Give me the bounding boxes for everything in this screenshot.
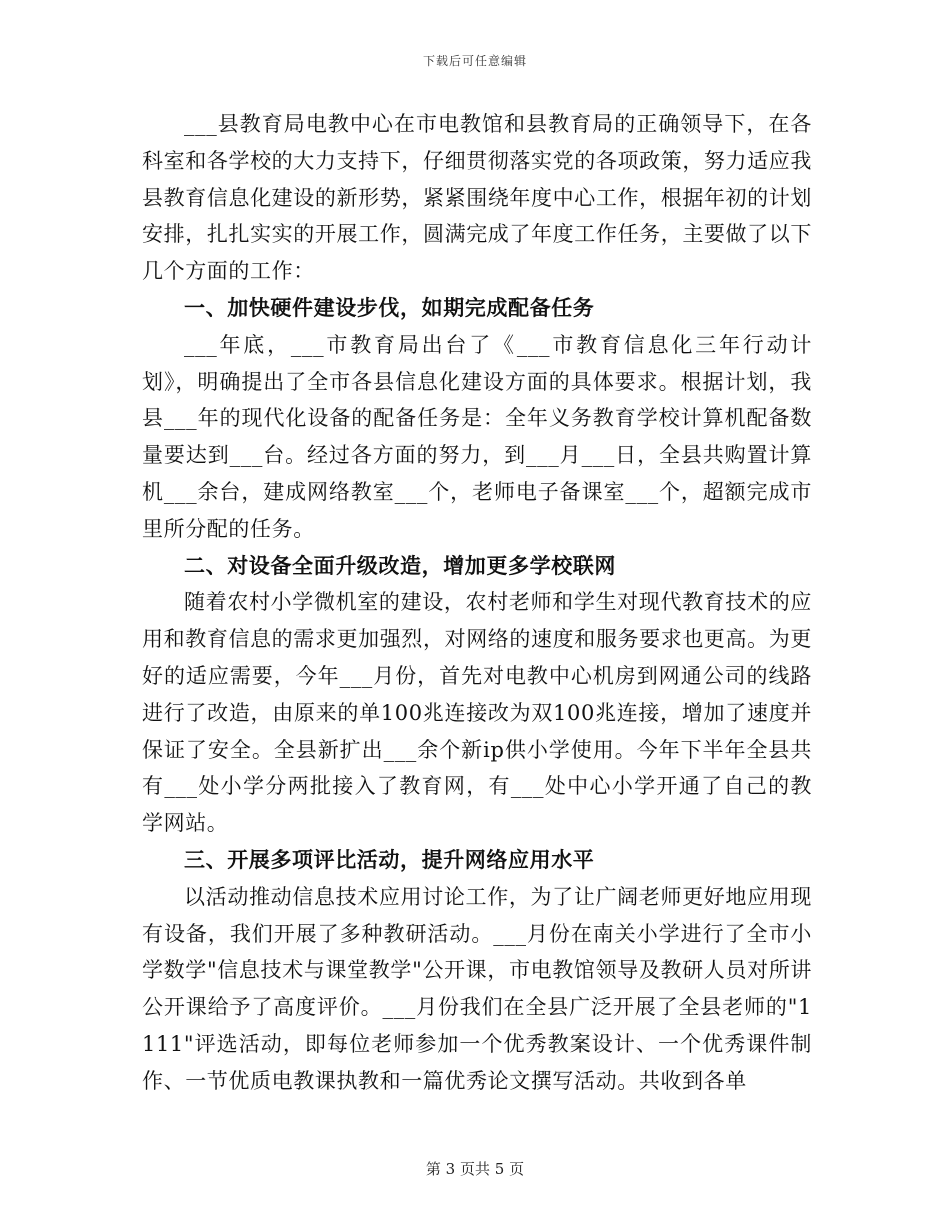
section-3-paragraph: 以活动推动信息技术应用讨论工作，为了让广阔老师更好地应用现有设备，我们开展了多种教研活动。___月份在南关小学进行了全市小学数学"信息技术与课堂教学"公开课，市电教馆领导及教研人员对所讲公开课给予了高度评价。___月份我们在全县广泛开展了全县老师的"1111"评选活动，即每位老师参加一个优秀教案设计、一个优秀课件制作、一节优质电教课执教和一篇优秀论文撰写活动。共收到各单 [142, 884, 812, 1093]
section-2-heading: 二、对设备全面升级改造，增加更多学校联网 [184, 552, 616, 578]
section-1-paragraph: ___年底，___市教育局出台了《___市教育信息化三年行动计划》，明确提出了全市各县信息化建设方面的具体要求。根据计划，我县___年的现代化设备的配备任务是：全年义务教育学校计算机配备数量要达到___台。经过各方面的努力，到___月___日，全县共购置计算机___余台，建成网络教室___个，老师电子备课室___个，超额完成市里所分配的任务。 [142, 332, 812, 541]
document-body [142, 106, 812, 1100]
section-1-heading: 一、加快硬件建设步伐，如期完成配备任务 [184, 294, 595, 320]
section-2-paragraph: 随着农村小学微机室的建设，农村老师和学生对现代教育技术的应用和教育信息的需求更加强烈，对网络的速度和服务要求也更高。为更好的适应需要，今年___月份，首先对电教中心机房到网通公司的线路进行了改造，由原来的单100兆连接改为双100兆连接，增加了速度并保证了安全。全县新扩出___余个新ip供小学使用。今年下半年全县共有___处小学分两批接入了教育网，有___处中心小学开通了自己的教学网站。 [142, 590, 812, 836]
page-header: 下载后可任意编辑 [422, 54, 527, 68]
section-3-heading: 三、开展多项评比活动，提升网络应用水平 [184, 846, 595, 872]
page-number: 第 3 页共 5 页 [425, 1160, 525, 1178]
intro-paragraph: ___县教育局电教中心在市电教馆和县教育局的正确领导下，在各科室和各学校的大力支持下，仔细贯彻落实党的各项政策，努力适应我县教育信息化建设的新形势，紧紧围绕年度中心工作，根据年初的计划安排，扎扎实实的开展工作，圆满完成了年度工作任务，主要做了以下几个方面的工作： [142, 112, 812, 284]
